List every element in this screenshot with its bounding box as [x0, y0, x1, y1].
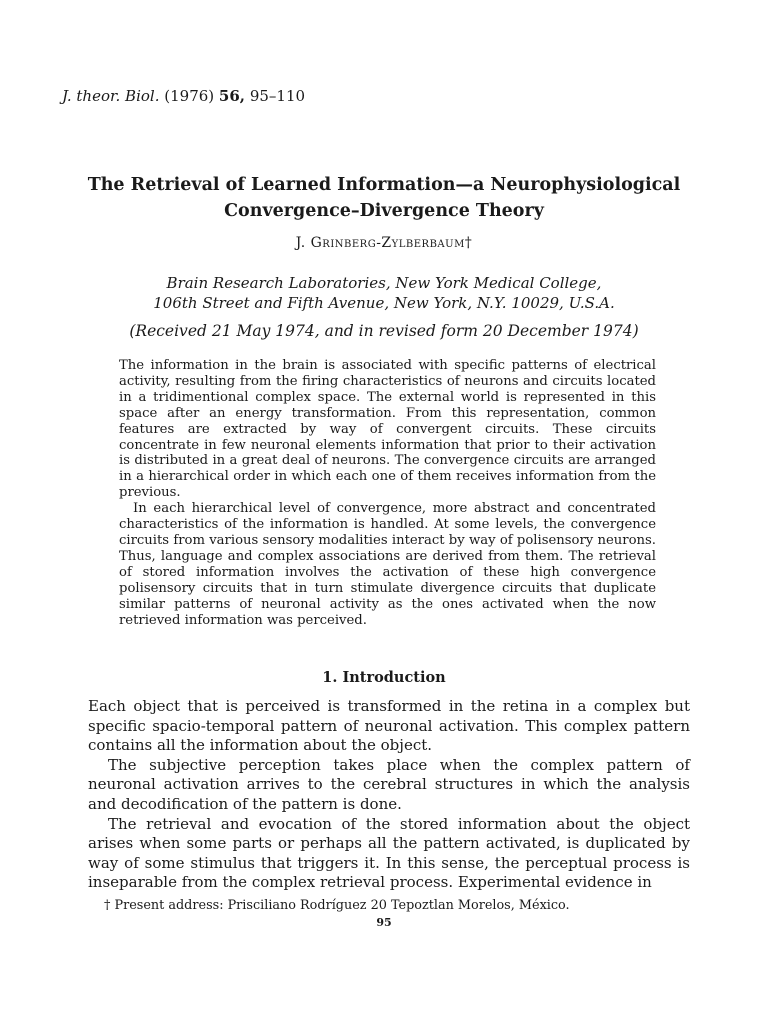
- section-heading-introduction: 1. Introduction: [322, 669, 446, 686]
- body-paragraph-2: The subjective perception takes place when the complex pattern of neuronal activation arrives to the cerebral structures in which the analysis and decodification of the pattern is done.: [88, 755, 690, 813]
- abstract-paragraph-1: The information in the brain is associated with specific patterns of electrical activity, resulting from the firing characteristics of neurons and circuits located in a tridimentional complex space. The external world is represented in this space after an energy transformation. From this representation, common features are extracted by way of convergent circuits. These circuits concentrate in few neuronal elements information that prior to their activation is distributed in a great deal of neurons. The convergence circuits are arranged in a hierarchical order in which each one of them receives information from the previous.: [119, 358, 656, 501]
- introduction-body: [88, 697, 690, 893]
- citation-volume: 56,: [218, 87, 246, 105]
- affiliation-line-2: 106th Street and Fifth Avenue, New York, N.Y. 10029, U.S.A.: [153, 294, 615, 312]
- abstract: [119, 358, 656, 628]
- author-name: J. Grinberg-Zylberbaum†: [295, 235, 473, 251]
- author-footnote: † Present address: Prisciliano Rodríguez 20 Tepoztlan Morelos, México.: [104, 898, 570, 913]
- citation-year: (1976): [164, 87, 215, 105]
- title-line-2: Convergence–Divergence Theory: [224, 201, 544, 221]
- page-number: 95: [376, 916, 392, 929]
- abstract-paragraph-2: In each hierarchical level of convergence, more abstract and concentrated characteristics of the information is handled. At some levels, the convergence circuits from various sensory modalities interact by way of polisensory neurons. Thus, language and complex associations are derived from them. The retrieval of stored information involves the activation of these high convergence polisensory circuits that in turn stimulate divergence circuits that duplicate similar patterns of neuronal activity as the ones activated when the now retrieved information was perceived.: [119, 501, 656, 628]
- body-paragraph-3: The retrieval and evocation of the stored information about the object arises when some parts or perhaps all the pattern activated, is duplicated by way of some stimulus that triggers it. In this sense, the perceptual process is inseparable from the complex retrieval process. Experimental evidence in: [88, 814, 690, 892]
- title-line-1: The Retrieval of Learned Information—a Neurophysiological: [87, 175, 681, 195]
- received-dates: (Received 21 May 1974, and in revised form 20 December 1974): [129, 322, 639, 340]
- citation-journal: J. theor. Biol.: [62, 87, 160, 105]
- body-paragraph-1: Each object that is perceived is transformed in the retina in a complex but specific spacio-temporal pattern of neuronal activation. This complex pattern contains all the information about the object.: [88, 697, 690, 755]
- affiliation-line-1: Brain Research Laboratories, New York Medical College,: [166, 274, 602, 292]
- journal-citation: [62, 86, 305, 106]
- author-affiliation: [60, 273, 708, 313]
- citation-pages: 95–110: [249, 87, 306, 105]
- article-title: [60, 172, 708, 224]
